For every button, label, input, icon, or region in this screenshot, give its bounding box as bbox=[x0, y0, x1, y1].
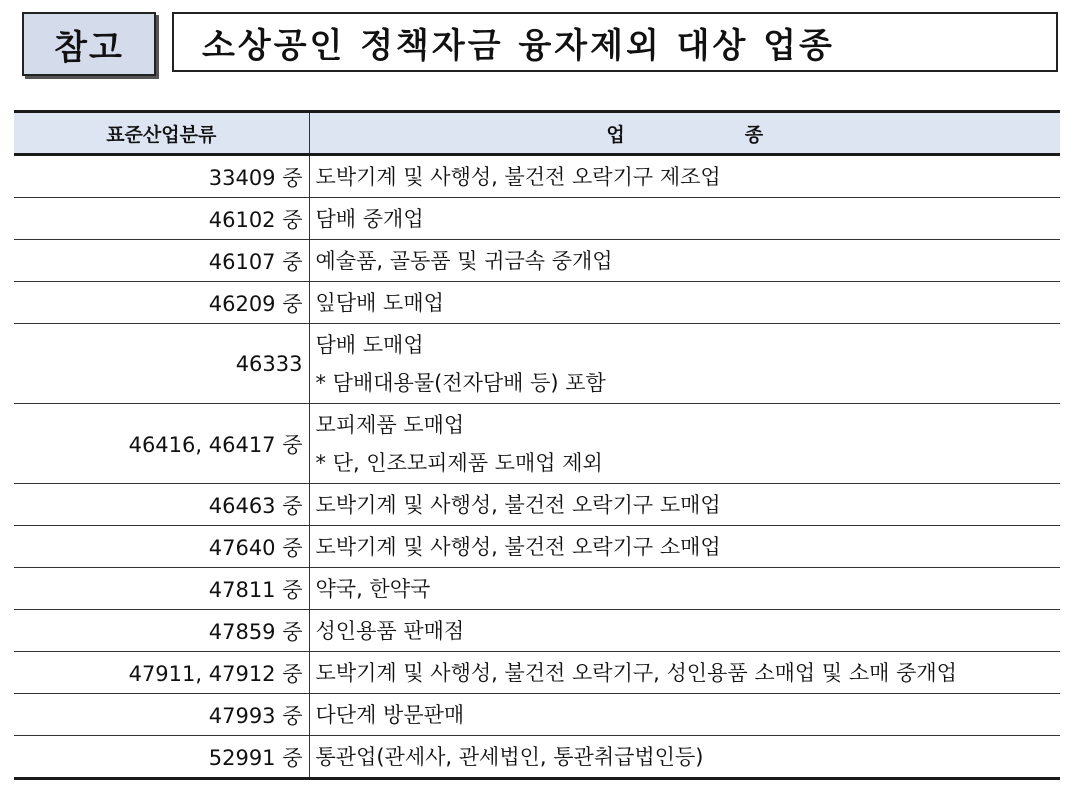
table-row bbox=[14, 694, 1060, 736]
table-row bbox=[14, 652, 1060, 694]
industry-name: 잎담배 도매업 bbox=[315, 290, 444, 315]
column-header-industry bbox=[309, 112, 1060, 155]
industry-description-cell bbox=[309, 652, 1060, 694]
industry-code-cell: 46463 중 bbox=[14, 484, 309, 526]
table-header-row bbox=[14, 112, 1060, 155]
industry-code-cell: 47640 중 bbox=[14, 526, 309, 568]
table-row bbox=[14, 526, 1060, 568]
industry-description-cell bbox=[309, 694, 1060, 736]
industry-name: 다단계 방문판매 bbox=[315, 702, 465, 727]
industry-description-cell bbox=[309, 240, 1060, 282]
table-row bbox=[14, 484, 1060, 526]
industry-code-cell: 47911, 47912 중 bbox=[14, 652, 309, 694]
table-row bbox=[14, 736, 1060, 779]
industry-code-cell: 46107 중 bbox=[14, 240, 309, 282]
reference-badge: 참고 bbox=[22, 12, 156, 76]
industry-name: 담배 도매업 bbox=[315, 332, 424, 357]
industry-name: 도박기계 및 사행성, 불건전 오락기구 소매업 bbox=[315, 534, 721, 559]
industry-description-cell bbox=[309, 324, 1060, 404]
industry-description-cell bbox=[309, 526, 1060, 568]
industry-description-cell bbox=[309, 282, 1060, 324]
industry-description-cell bbox=[309, 155, 1060, 198]
industry-code-cell: 33409 중 bbox=[14, 155, 309, 198]
industry-code-cell: 52991 중 bbox=[14, 736, 309, 779]
industry-description-cell bbox=[309, 610, 1060, 652]
industry-description-cell bbox=[309, 404, 1060, 484]
industry-code-cell: 46416, 46417 중 bbox=[14, 404, 309, 484]
industry-name: 도박기계 및 사행성, 불건전 오락기구, 성인용품 소매업 및 소매 중개업 bbox=[315, 660, 957, 685]
industry-note: * 담배대용물(전자담배 등) 포함 bbox=[315, 370, 606, 395]
industry-code-cell: 47859 중 bbox=[14, 610, 309, 652]
industry-description-cell bbox=[309, 198, 1060, 240]
industry-code-cell: 47811 중 bbox=[14, 568, 309, 610]
industry-code-cell: 47993 중 bbox=[14, 694, 309, 736]
industry-name: 성인용품 판매점 bbox=[315, 618, 465, 643]
industry-description-cell bbox=[309, 736, 1060, 779]
industry-name: 통관업(관세사, 관세법인, 통관취급법인등) bbox=[315, 744, 704, 769]
industry-code-cell: 46102 중 bbox=[14, 198, 309, 240]
industry-name: 약국, 한약국 bbox=[315, 576, 431, 601]
table-row bbox=[14, 324, 1060, 404]
table-row bbox=[14, 240, 1060, 282]
industry-code-cell: 46333 bbox=[14, 324, 309, 404]
header bbox=[22, 12, 1062, 76]
industry-description-cell bbox=[309, 568, 1060, 610]
column-header-code: 표준산업분류 bbox=[14, 112, 309, 155]
table-body bbox=[14, 155, 1060, 779]
industry-note: * 단, 인조모피제품 도매업 제외 bbox=[315, 450, 603, 475]
table-row bbox=[14, 610, 1060, 652]
industry-name: 도박기계 및 사행성, 불건전 오락기구 제조업 bbox=[315, 164, 721, 189]
table-row bbox=[14, 198, 1060, 240]
industry-name: 예술품, 골동품 및 귀금속 중개업 bbox=[315, 248, 613, 273]
industry-description-cell bbox=[309, 484, 1060, 526]
page-title: 소상공인 정책자금 융자제외 대상 업종 bbox=[172, 12, 1058, 72]
excluded-industries-table bbox=[14, 110, 1060, 780]
table-row bbox=[14, 404, 1060, 484]
industry-name: 모피제품 도매업 bbox=[315, 412, 465, 437]
industry-code-cell: 46209 중 bbox=[14, 282, 309, 324]
column-header-industry-part1: 업 bbox=[606, 123, 625, 146]
industry-name: 담배 중개업 bbox=[315, 206, 424, 231]
table-row bbox=[14, 155, 1060, 198]
industry-name: 도박기계 및 사행성, 불건전 오락기구 도매업 bbox=[315, 492, 721, 517]
table-row bbox=[14, 282, 1060, 324]
column-header-industry-part2: 종 bbox=[744, 123, 764, 146]
table-row bbox=[14, 568, 1060, 610]
